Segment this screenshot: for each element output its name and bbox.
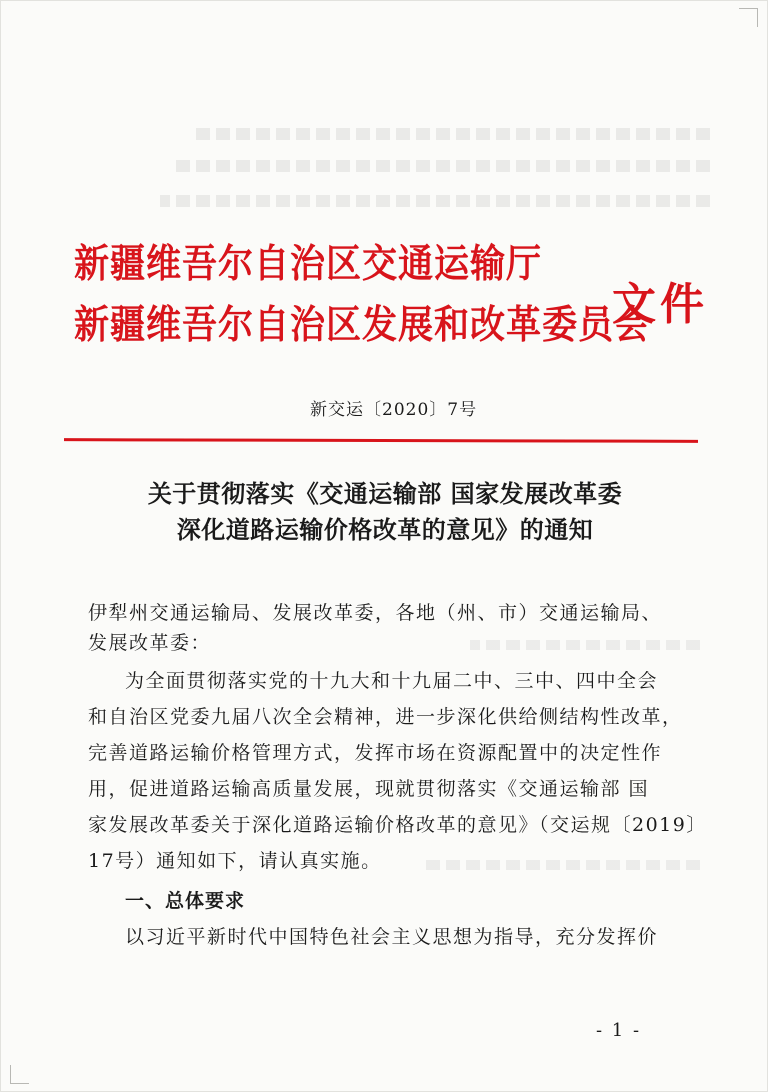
issuer-name-development-commission: 新疆维吾尔自治区发展和改革委员会 (74, 302, 651, 348)
scan-corner-mark (739, 8, 758, 27)
paragraph-line: 以习近平新时代中国特色社会主义思想为指导，充分发挥价 (125, 926, 659, 948)
bleed-through-artifact (170, 160, 710, 172)
paragraph-line: 家发展改革委关于深化道路运输价格改革的意见》（交运规〔2019〕 (88, 814, 707, 836)
paragraph-line: 为全面贯彻落实党的十九大和十九届二中、三中、四中全会 (125, 670, 659, 692)
recipients-line: 发展改革委： (88, 632, 212, 654)
paragraph-line: 17号）通知如下，请认真实施。 (88, 850, 382, 872)
bleed-through-artifact (160, 195, 710, 207)
page-number: - 1 - (596, 1020, 642, 1041)
paragraph-line: 和自治区党委九届八次全会精神，进一步深化供给侧结构性改革， (88, 706, 683, 728)
issuer-name-transport-dept: 新疆维吾尔自治区交通运输厅 (74, 241, 543, 287)
section-heading: 一、总体要求 (125, 890, 246, 912)
document-type-label: 文件 (612, 279, 708, 330)
scan-corner-mark (10, 1065, 29, 1084)
document-title-line-1: 关于贯彻落实《交通运输部 国家发展改革委 (147, 479, 623, 508)
recipients-line: 伊犁州交通运输局、发展改革委，各地（州、市）交通运输局、 (88, 602, 663, 624)
document-number: 新交运〔2020〕7号 (310, 400, 478, 420)
paragraph-line: 用，促进道路运输高质量发展，现就贯彻落实《交通运输部 国 (88, 778, 650, 800)
document-title-line-2: 深化道路运输价格改革的意见》的通知 (176, 515, 594, 544)
paragraph-line: 完善道路运输价格管理方式，发挥市场在资源配置中的决定性作 (88, 742, 663, 764)
red-separator-line (64, 438, 698, 443)
bleed-through-artifact (190, 128, 710, 140)
